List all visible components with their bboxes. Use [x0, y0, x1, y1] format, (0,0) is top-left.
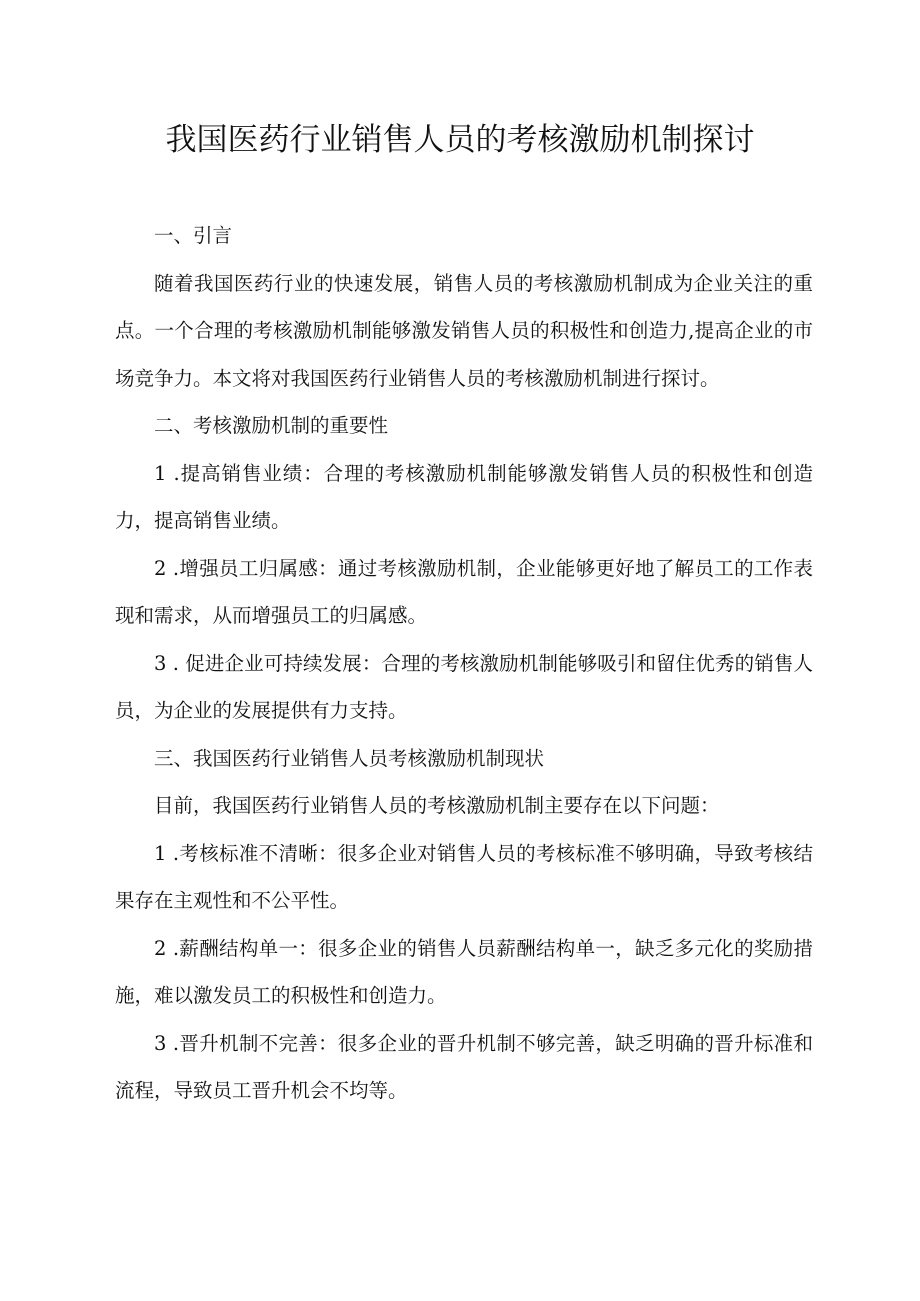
document-body [115, 212, 813, 1115]
section-heading-status: 三、我国医药行业销售人员考核激励机制现状 [154, 746, 545, 770]
list-item-importance-2: 2 .增强员工归属感：通过考核激励机制，企业能够更好地了解员工的工作表现和需求，从而增强员工的归属感。 [115, 556, 813, 627]
section-heading-introduction: 一、引言 [154, 224, 233, 247]
paragraph-intro: 随着我国医药行业的快速发展，销售人员的考核激励机制成为企业关注的重点。一个合理的考核激励机制能够激发销售人员的积极性和创造力,提高企业的市场竞争力。本文将对我国医药行业销售人员的考核激励机制进行探讨。 [115, 271, 813, 390]
paragraph-status-intro: 目前，我国医药行业销售人员的考核激励机制主要存在以下问题： [154, 794, 720, 817]
document-title: 我国医药行业销售人员的考核激励机制探讨 [165, 122, 755, 158]
list-item-problem-2: 2 .薪酬结构单一：很多企业的销售人员薪酬结构单一，缺乏多元化的奖励措施，难以激发员工的积极性和创造力。 [115, 936, 813, 1007]
list-item-problem-3: 3 .晋升机制不完善：很多企业的晋升机制不够完善，缺乏明确的晋升标准和流程，导致员工晋升机会不均等。 [115, 1031, 813, 1102]
section-heading-importance: 二、考核激励机制的重要性 [154, 414, 389, 437]
list-item-problem-1: 1 .考核标准不清晰：很多企业对销售人员的考核标准不够明确，导致考核结果存在主观性和不公平性。 [115, 841, 813, 912]
list-item-importance-1: 1 .提高销售业绩：合理的考核激励机制能够激发销售人员的积极性和创造力，提高销售业绩。 [115, 461, 813, 532]
list-item-importance-3: 3 . 促进企业可持续发展：合理的考核激励机制能够吸引和留住优秀的销售人员，为企业的发展提供有力支持。 [115, 651, 813, 722]
